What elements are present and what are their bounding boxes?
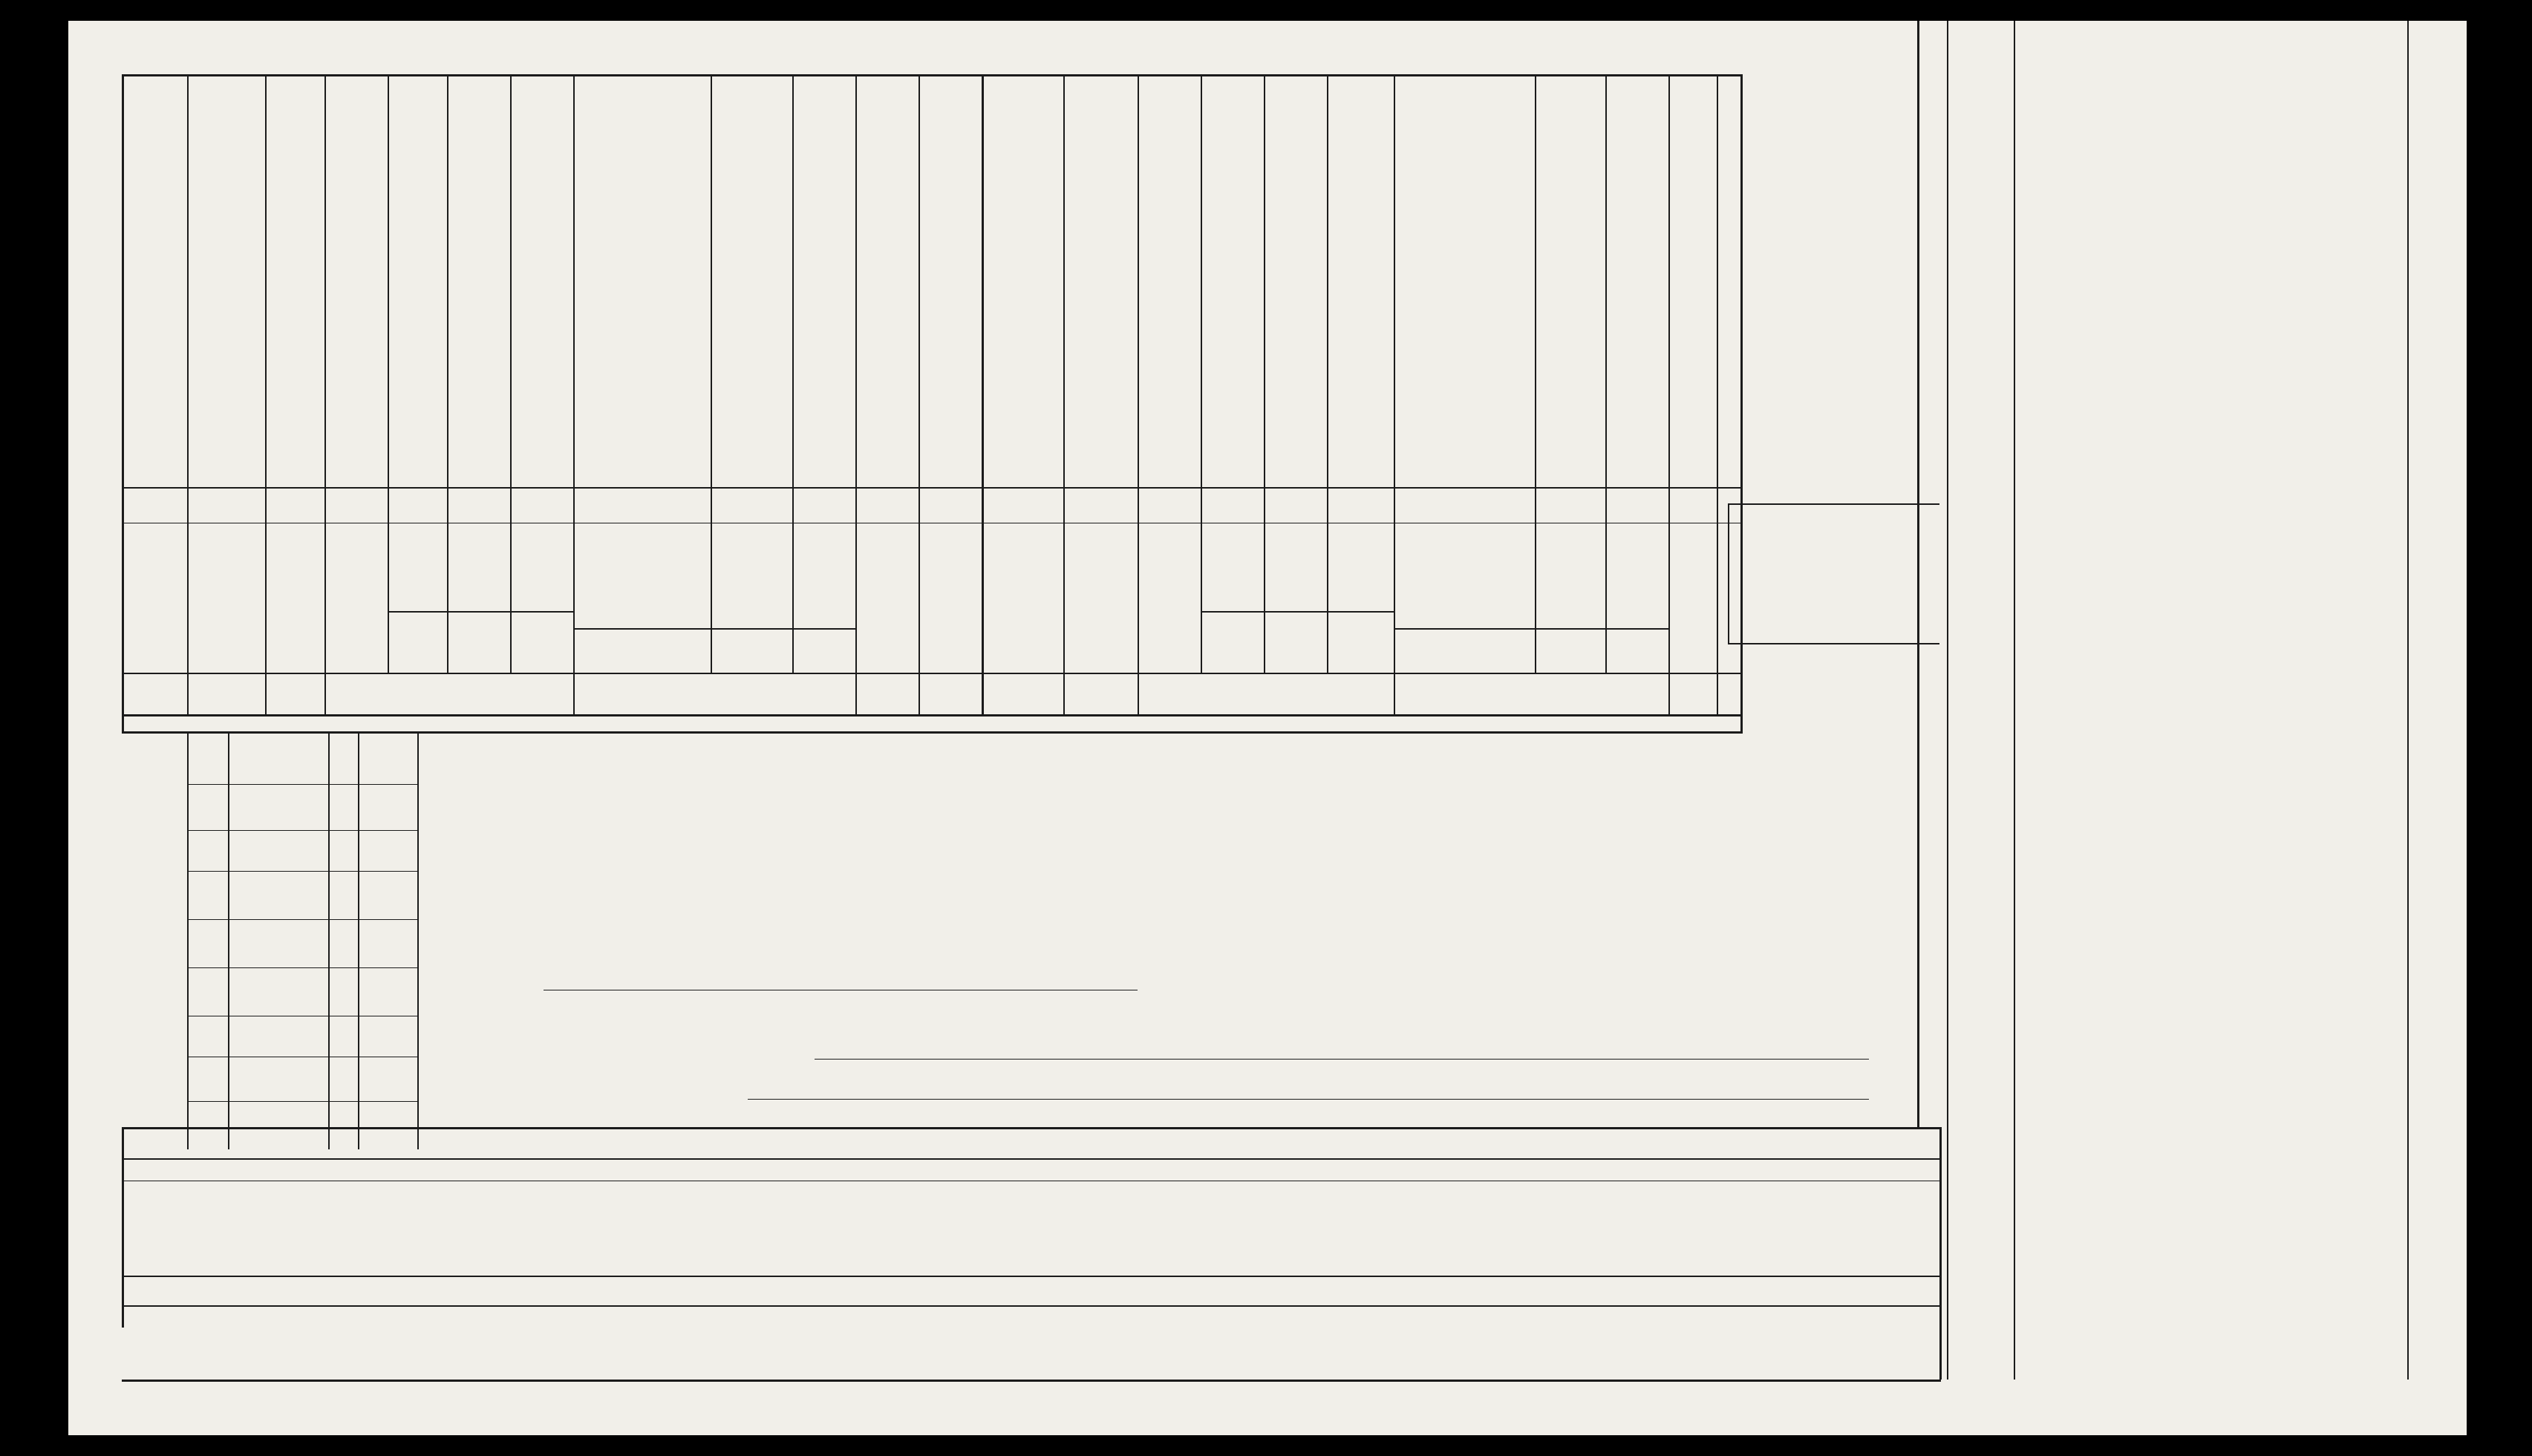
- census-card: [68, 21, 2467, 1435]
- landuse-columns: [68, 21, 2467, 1435]
- land-columns: [68, 21, 2467, 1435]
- pop-top-border: [122, 74, 1740, 76]
- livestock-columns: [68, 21, 2467, 1435]
